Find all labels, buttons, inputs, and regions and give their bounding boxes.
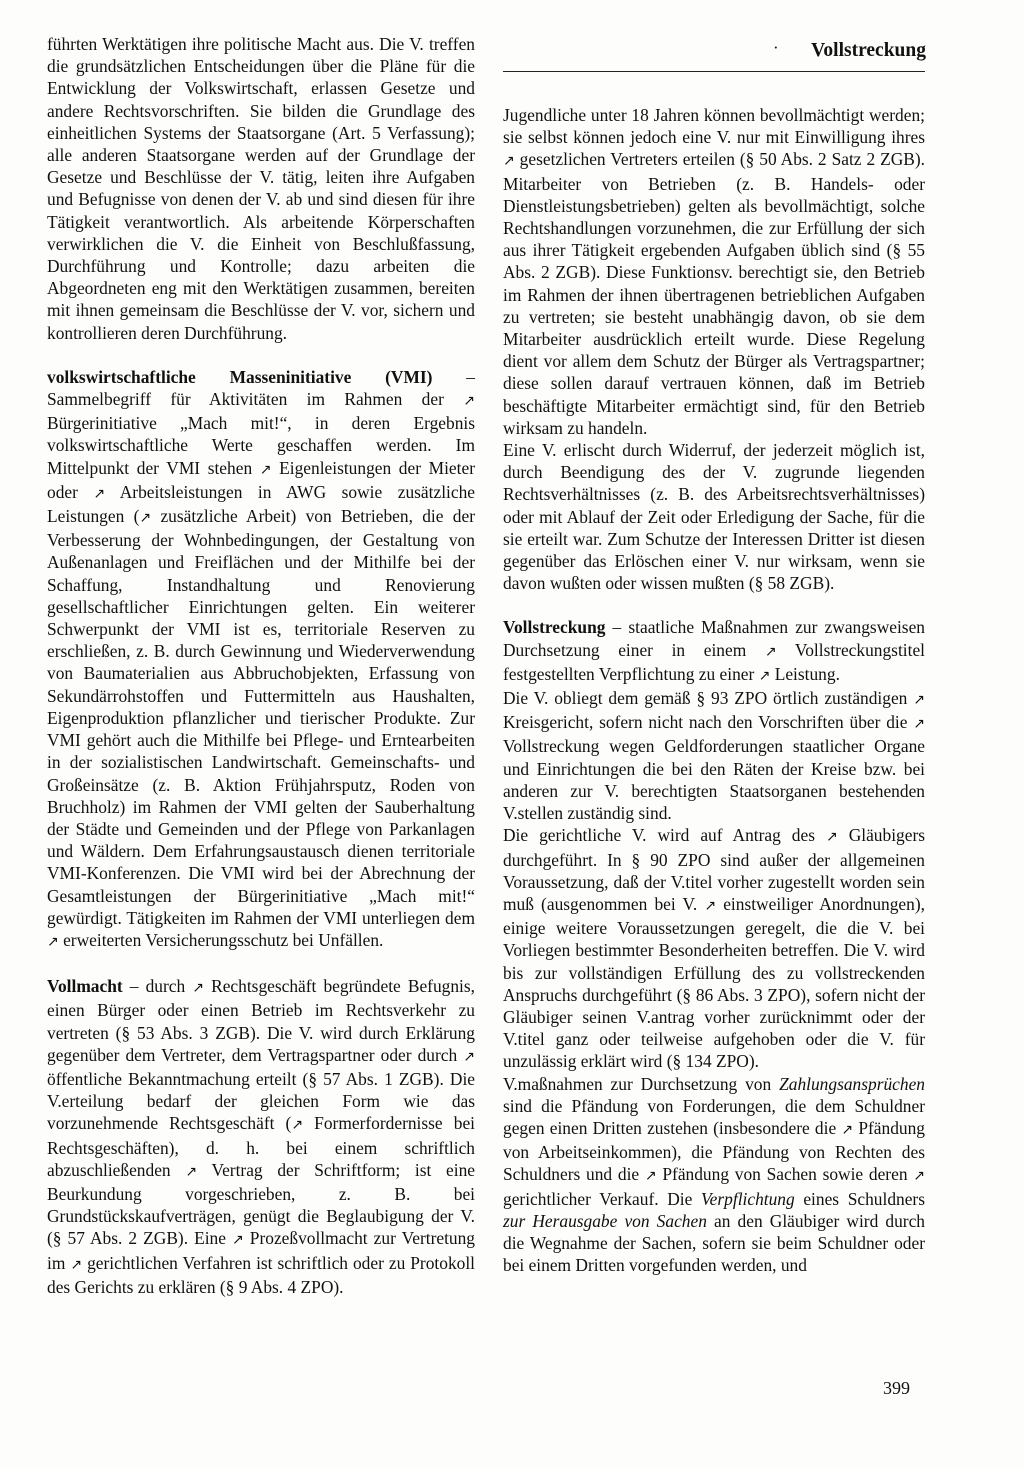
- cross-reference-arrow-icon: ↗: [758, 667, 771, 684]
- cross-reference-arrow-icon: ↗: [913, 1168, 926, 1185]
- entry-term: Vollmacht: [47, 976, 123, 997]
- cross-reference-arrow-icon: ↗: [503, 153, 515, 170]
- cross-reference-arrow-icon: ↗: [913, 716, 925, 733]
- cross-reference-arrow-icon: ↗: [139, 510, 152, 527]
- vollmacht-erloeschen: Eine V. erlischt durch Widerruf, der jederzeit möglich ist, durch Beendigung des der V. zugrunde liegenden Rechtsverhältnisses (z. B. des Arbeitsrechtsverhältnisses) oder mit Ablauf der Zeit oder Erledigung der Sache, für die sie erteilt war. Zum Schutze der Interessen Dritter ist diesen gegenüber das Erlöschen einer V. nur wirksam, wenn sie davon wußten oder wissen mußten (§ 58 ZGB).: [503, 440, 925, 594]
- cross-reference-arrow-icon: ↗: [291, 1117, 304, 1134]
- cross-reference-arrow-icon: ↗: [825, 829, 838, 846]
- running-head: Vollstreckung: [811, 40, 926, 61]
- vollstreckung-gerichtlich: Die gerichtliche V. wird auf Antrag des ↗ Gläubigers durchgeführt. In § 90 ZPO sind außer der allgemeinen Voraussetzung, daß der V.titel vorher zugestellt worden sein muß (ausgenommen bei V. ↗ einstweiliger Anordnungen), einige weitere Voraussetzungen geregelt, die die V. bei Vorliegen bestimmter Besonderheiten betreffen. Die V. wird bis zur vollständigen Erfüllung des zu vollstreckenden Anspruchs durchgeführt (§ 86 Abs. 3 ZPO), sofern nicht der Gläubiger seinen V.antrag vorher zurücknimmt oder der V.titel ganz oder teilweise aufgehoben oder die V. für unzulässig erklärt wird (§ 134 ZPO).: [503, 825, 926, 1072]
- paragraph-volksvertretungen-end: führten Werktätigen ihre politische Macht aus. Die V. treffen die grundsätzlichen Entscheidungen über die Pläne für die Entwicklung der Volkswirtschaft, erlassen Gesetze und andere Rechtsvorschriften. Sie bilden die Grundlage des einheitlichen Systems der Staatsorgane (Art. 5 Verfassung); alle anderen Staatsorgane werden auf der Grundlage der Gesetze und Beschlüsse der V. tätig, leiten ihre Aufgaben und Befugnisse von denen der V. ab und sind diesen für ihre Tätigkeit verantwortlich. Als arbeitende Körperschaften verwirklichen die V. die Einheit von Beschlußfassung, Durchführung und Kontrolle; dazu arbeiten die Abgeordneten eng mit den Werktätigen zusammen, bereiten mit ihnen gemeinsam die Beschlüsse der V. vor, sichern und kontrollieren deren Durchführung.: [47, 34, 475, 343]
- entry-term: Vollstreckung: [503, 617, 606, 638]
- running-head-marker: ·: [773, 38, 779, 57]
- header-rule: [503, 71, 925, 72]
- cross-reference-arrow-icon: ↗: [93, 485, 106, 502]
- right-column: [503, 104, 925, 1276]
- cross-reference-arrow-icon: ↗: [192, 980, 205, 997]
- cross-reference-arrow-icon: ↗: [70, 1256, 83, 1273]
- cross-reference-arrow-icon: ↗: [259, 461, 272, 478]
- left-column: [47, 33, 475, 1298]
- entry-vollstreckung: Vollstreckung – staatliche Maßnahmen zur zwangsweisen Durchsetzung einer in einem ↗ Vollstreckungstitel festgestellten Verpflichtung zu einer ↗ Leistung.: [503, 617, 925, 684]
- cross-reference-arrow-icon: ↗: [913, 692, 925, 709]
- cross-reference-arrow-icon: ↗: [463, 393, 475, 410]
- vollstreckung-zustaendigkeit: Die V. obliegt dem gemäß § 93 ZPO örtlich zuständigen ↗ Kreisgericht, sofern nicht nach den Vorschriften über die ↗ Vollstreckung wegen Geldforderungen staatlicher Organe und Einrichtungen die bei den Räten der Kreise bzw. bei anderen zur V. berechtigten Staatsorganen bestehenden V.stellen zuständig sind.: [503, 688, 925, 824]
- cross-reference-arrow-icon: ↗: [47, 933, 59, 950]
- cross-reference-arrow-icon: ↗: [704, 897, 717, 914]
- entry-vmi: volkswirtschaftliche Masseninitiative (VMI) – Sammelbegriff für Aktivitäten im Rahmen der ↗ Bürgerinitiative „Mach mit!“, in deren Ergebnis volkswirtschaftliche Werte geschaffen werden. Im Mittelpunkt der VMI stehen ↗ Eigenleistungen der Mieter oder ↗ Arbeitsleistungen in AWG sowie zusätzliche Leistungen (↗ zusätzliche Arbeit) von Betrieben, die der Verbesserung der Wohnbedingungen, der Gestaltung von Außenanlagen und Freiflächen und der Mithilfe bei der Schaffung, Instandhaltung und Renovierung gesellschaftlicher Einrichtungen gelten. Ein weiterer Schwerpunkt der VMI ist es, territoriale Reserven zu erschließen, z. B. durch Gewinnung und Wiederverwendung von Baumaterialien aus Abbruchobjekten, Erfassung von Sekundärrohstoffen und Futtermitteln aus Haushalten, Eigenproduktion pflanzlicher und tierischer Produkte. Zur VMI gehört auch die Mithilfe bei Pflege- und Erntearbeiten in der sozialistischen Landwirtschaft. Gemeinschafts- und Großeinsätze (z. B. Aktion Frühjahrsputz, Roden von Bruchholz) im Rahmen der VMI gelten der Sauberhaltung der Städte und Gemeinden und der Pflege von Parkanlagen und Wäldern. Dem Erfahrungsaustausch dienen territoriale VMI-Konferenzen. Die VMI wird bei der Abrechnung der Gesamtleistungen der Bürgerinitiative „Mach mit!“ gewürdigt. Tätigkeiten im Rahmen der VMI unterliegen dem ↗ erweiterten Versicherungsschutz bei Unfällen.: [47, 366, 476, 950]
- vollmacht-continuation: Jugendliche unter 18 Jahren können bevollmächtigt werden; sie selbst können jedoch eine V. nur mit Einwilligung ihres ↗ gesetzlichen Vertreters erteilen (§ 50 Abs. 2 Satz 2 ZGB). Mitarbeiter von Betrieben (z. B. Handels- oder Dienstleistungsbetrieben) gelten als bevollmächtigt, solche Rechtshandlungen vorzunehmen, die zur Erfüllung der sich aus ihrer Tätigkeit ergebenden Aufgaben üblich sind (§ 55 Abs. 2 ZGB). Diese Funktionsv. berechtigt sie, den Betrieb im Rahmen der ihnen übertragenen betrieblichen Aufgaben zu vertreten; sie besteht unabhängig davon, ob sie dem Mitarbeiter ausdrücklich erteilt wurde. Diese Regelung dient vor allem dem Schutz der Bürger als Vertragspartner; diese sollen darauf vertrauen können, daß im Betrieb beschäftigte Mitarbeiter ermächtigt sind, für den Betrieb wirksam zu handeln.: [503, 105, 925, 438]
- cross-reference-arrow-icon: ↗: [841, 1121, 854, 1138]
- entry-vollmacht: Vollmacht – durch ↗ Rechtsgeschäft begründete Befugnis, einen Bürger oder einen Betrieb im Rechtsverkehr zu vertreten (§ 53 Abs. 3 ZGB). Die V. wird durch Erklärung gegenüber dem Vertreter, dem Vertragspartner oder durch ↗ öffentliche Bekanntmachung erteilt (§ 57 Abs. 1 ZGB). Die V.erteilung bedarf der gleichen Form wie das vorzunehmende Rechtsgeschäft (↗ Formerfordernisse bei Rechtsgeschäften), d. h. bei einem schriftlich abzuschließenden ↗ Vertrag der Schriftform; ist eine Beurkundung vorgeschrieben, z. B. bei Grundstückskaufverträgen, genügt die Beglaubigung der V. (§ 57 Abs. 2 ZGB). Eine ↗ Prozeßvollmacht zur Vertretung im ↗ gerichtlichen Verfahren ist schriftlich oder zu Protokoll des Gerichts zu erklären (§ 9 Abs. 4 ZPO).: [47, 976, 476, 1297]
- vollstreckung-massnahmen: V.maßnahmen zur Durchsetzung von Zahlungsansprüchen sind die Pfändung von Forderungen, die dem Schuldner gegen einen Dritten zustehen (insbesondere die ↗ Pfändung von Arbeitseinkommen), die Pfändung von Rechten des Schuldners und die ↗ Pfändung von Sachen sowie deren ↗ gerichtlicher Verkauf. Die Verpflichtung eines Schuldners zur Herausgabe von Sachen an den Gläubiger wird durch die Wegnahme der Sachen, sofern sie beim Schuldner oder bei einem Dritten vorgefunden werden, und: [503, 1073, 926, 1276]
- entry-term: volkswirtschaftliche Masseninitiative (VMI): [47, 366, 433, 387]
- cross-reference-arrow-icon: ↗: [185, 1163, 198, 1180]
- cross-reference-arrow-icon: ↗: [764, 643, 777, 660]
- cross-reference-arrow-icon: ↗: [232, 1232, 244, 1249]
- cross-reference-arrow-icon: ↗: [463, 1048, 475, 1065]
- cross-reference-arrow-icon: ↗: [644, 1168, 657, 1185]
- page-number: 399: [883, 1378, 910, 1398]
